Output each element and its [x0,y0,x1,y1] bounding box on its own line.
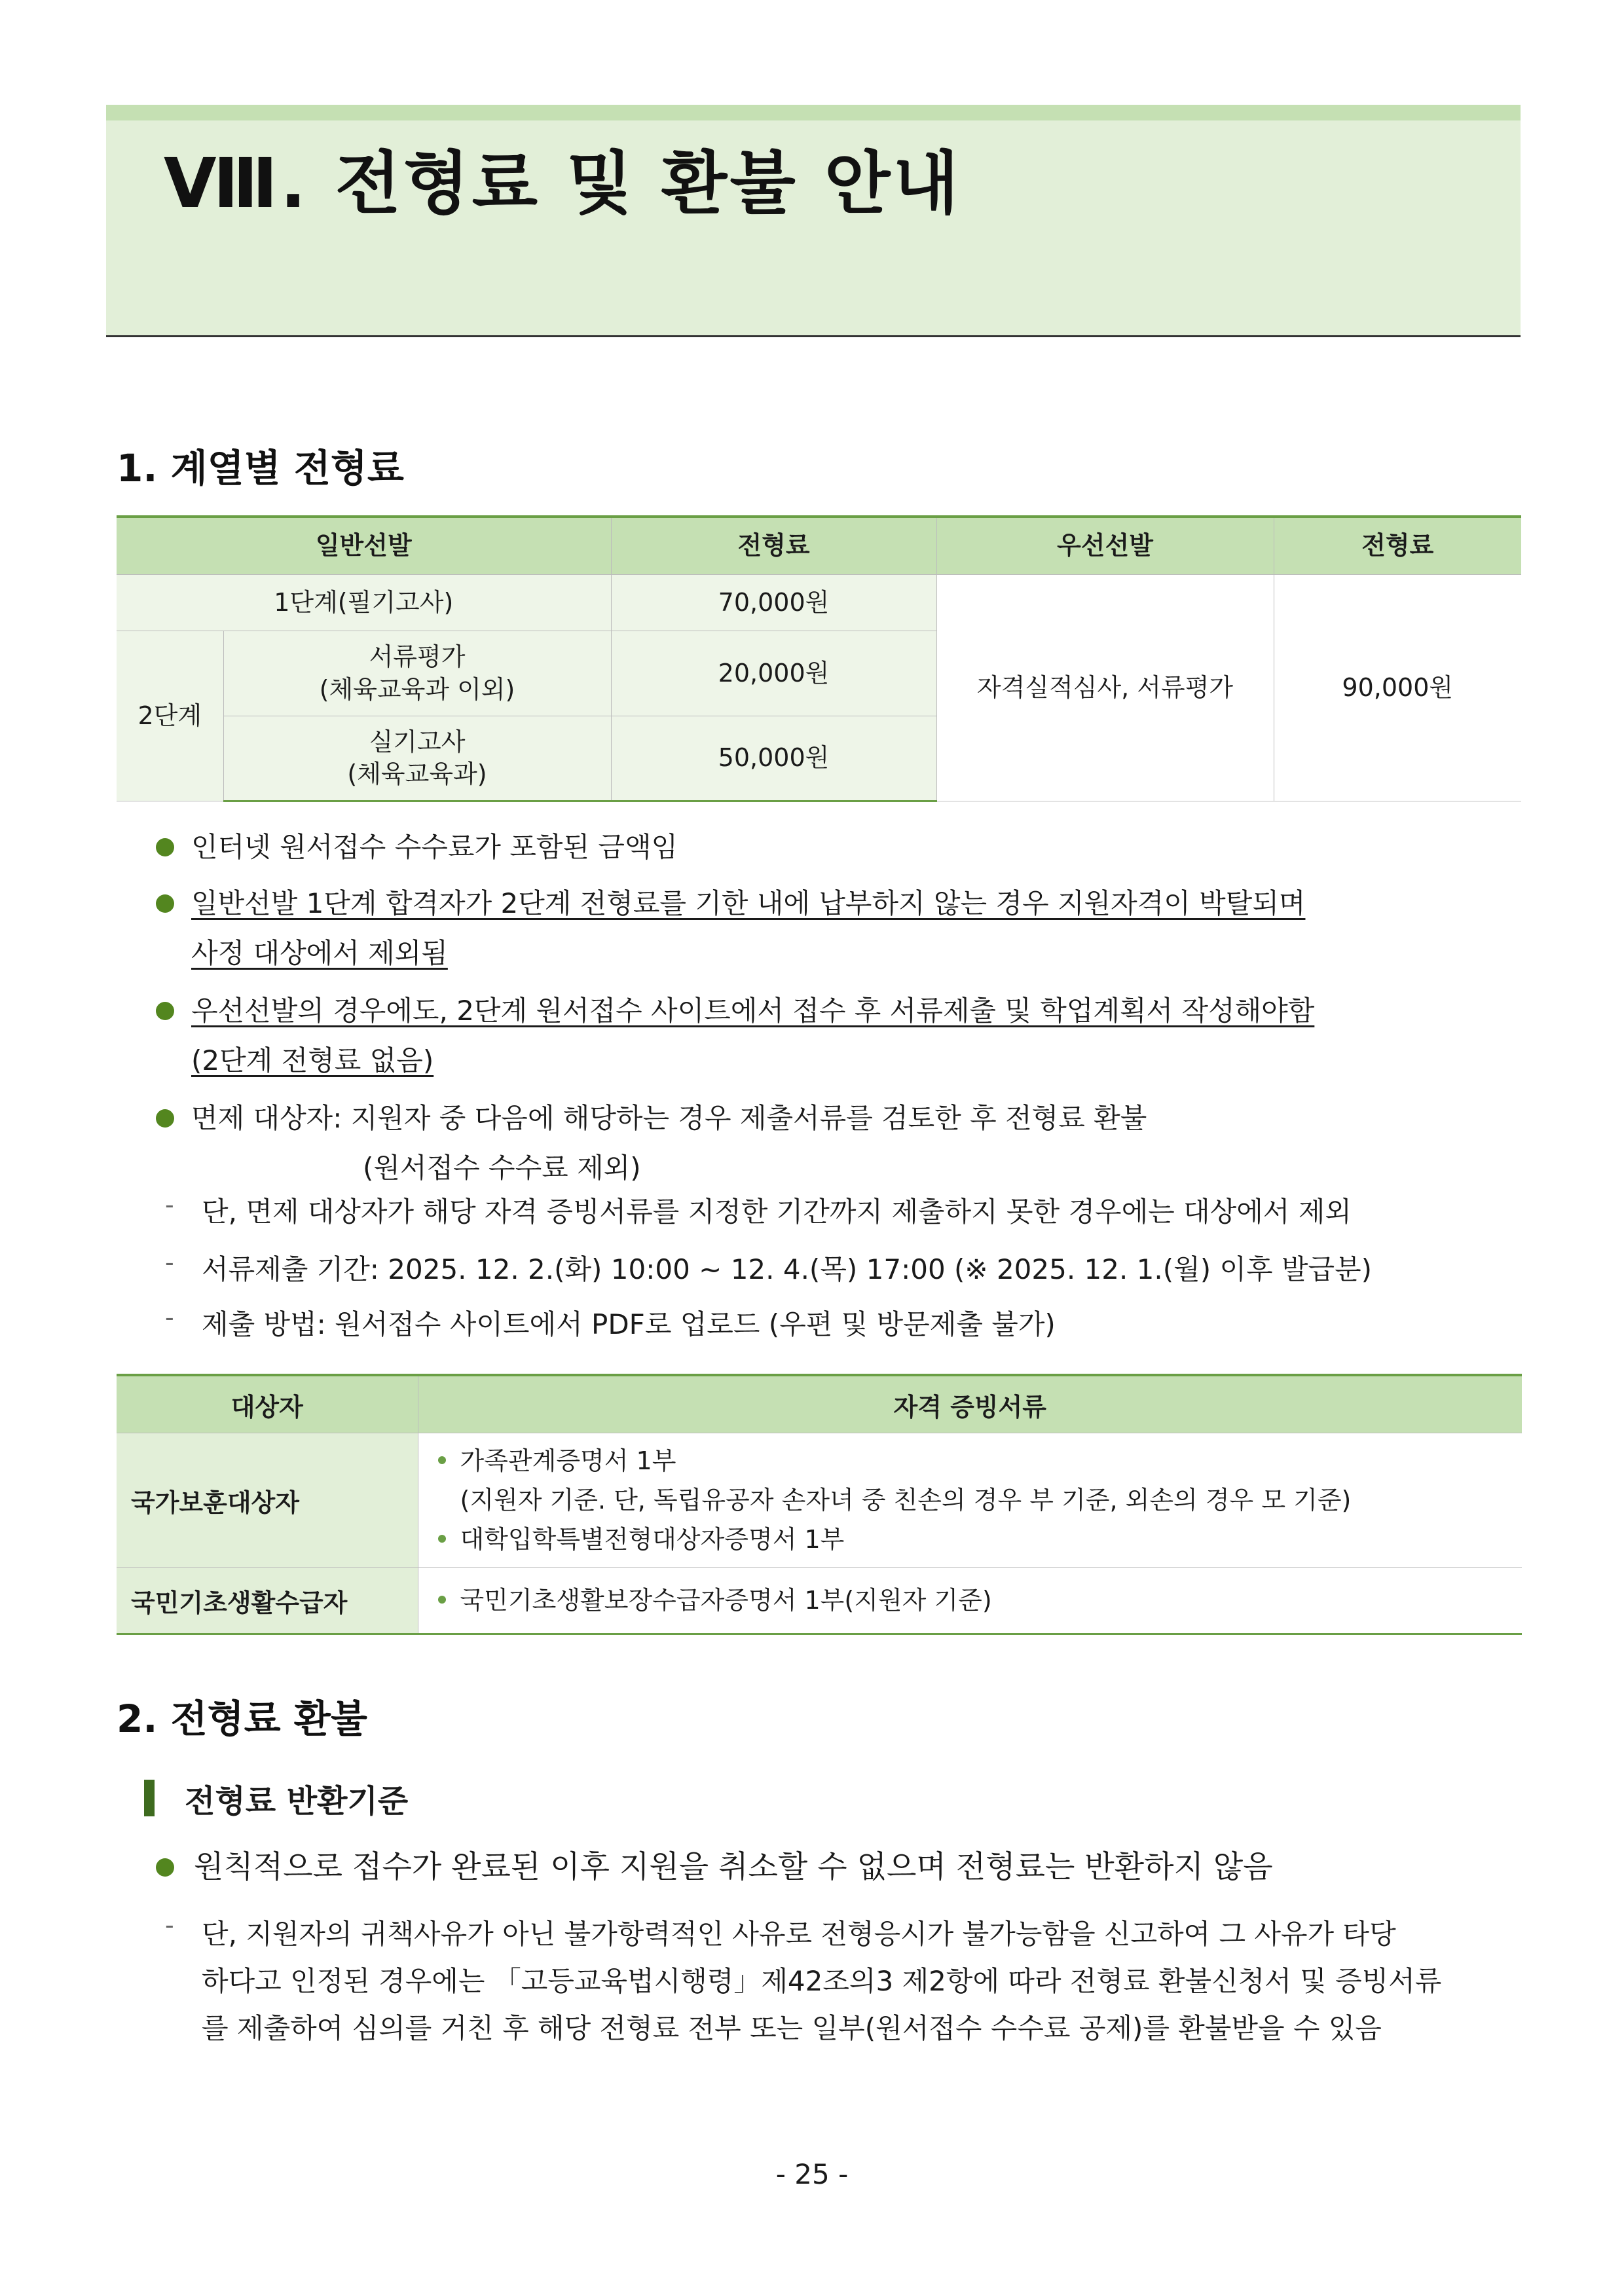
dash-item: 서류제출 기간: 2025. 12. 2.(화) 10:00 ~ 12. 4.(목) 17:00 (※ 2025. 12. 1.(월) 이후 발급분) [202,1253,1373,1285]
bullet-dot [156,1858,174,1877]
doc-review-cell [223,631,611,716]
doc-review-fee: 20,000원 [611,631,936,716]
refund-exception [202,1911,1441,2052]
stage2-label: 2단계 [117,631,223,801]
header-documents: 자격 증빙서류 [418,1375,1522,1433]
subtitle-marker [144,1780,155,1816]
header-general-selection: 일반선발 [117,517,611,575]
refund-exception-line: 단, 지원자의 귀책사유가 아닌 불가항력적인 사유로 전형응시가 불가능함을 신고하여 그 사유가 타당 [202,1918,1396,1950]
dash-mark: - [165,1303,174,1332]
refund-principle: 원칙적으로 접수가 완료된 이후 지원을 취소할 수 없으며 전형료는 반환하지 않음 [194,1849,1273,1885]
bullet-item [191,986,1314,1086]
section-title-fees: 1. 계열별 전형료 [117,446,404,490]
document-item: 국민기초생활보장수급자증명서 1부(지원자 기준) [438,1581,1522,1620]
section-title-refund: 2. 전형료 환불 [117,1697,367,1741]
dash-mark: - [165,1911,174,1939]
header-priority-selection: 우선선발 [936,517,1274,575]
refund-exception-line: 하다고 인정된 경우에는 「고등교육법시행령」제42조의3 제2항에 따라 전형료 환불신청서 및 증빙서류 [202,1965,1442,1997]
chapter-title: Ⅷ. 전형료 및 환불 안내 [164,143,961,223]
documents-basic-livelihood [418,1568,1522,1634]
document-item: 가족관계증명서 1부 [438,1441,1522,1480]
bullet-dot [438,1596,446,1604]
stage1-label: 1단계(필기고사) [117,575,611,631]
bullet-text-cont: (2단계 전형료 없음) [191,1044,434,1076]
practical-line1: 실기고사 [369,727,466,756]
dash-item: 제출 방법: 원서접수 사이트에서 PDF로 업로드 (우편 및 방문제출 불가) [202,1308,1056,1340]
bullet-text: 면제 대상자: 지원자 중 다음에 해당하는 경우 제출서류를 검토한 후 전형료 환불 [191,1102,1147,1134]
priority-fee: 90,000원 [1274,575,1521,801]
header-fee-priority: 전형료 [1274,517,1521,575]
refund-exception-line: 를 제출하여 심의를 거친 후 해당 전형료 전부 또는 일부(원서접수 수수료 공제)를 환불받을 수 있음 [202,2012,1382,2044]
bullet-dot [156,1002,174,1020]
documents-veterans [418,1433,1522,1568]
document-item: 대학입학특별전형대상자증명서 1부 [438,1520,1522,1559]
priority-content: 자격실적심사, 서류평가 [936,575,1274,801]
fee-table [117,515,1521,802]
bullet-item [191,879,1305,978]
bullet-dot [156,838,174,856]
document-note: (지원자 기준. 단, 독립유공자 손자녀 중 친손의 경우 부 기준, 외손의 경우 모 기준) [460,1486,1352,1515]
practical-line2: (체육교육과) [347,760,487,788]
stage1-fee: 70,000원 [611,575,936,631]
doc-review-line2: (체육교육과 이외) [319,674,515,704]
bullet-dot [438,1535,446,1543]
target-veterans: 국가보훈대상자 [117,1433,418,1568]
page-number: - 25 - [775,2158,849,2190]
dash-mark: - [165,1190,174,1219]
bullet-item [191,822,678,872]
practical-cell [223,716,611,801]
header-fee: 전형료 [611,517,936,575]
bullet-dot [156,1109,174,1128]
bullet-text: 우선선발의 경우에도, 2단계 원서접수 사이트에서 접수 후 서류제출 및 학업계획서 작성해야함 [191,995,1315,1027]
bullet-text-cont: 사정 대상에서 제외됨 [191,937,448,969]
bullet-dot [438,1456,446,1464]
bullet-text: 인터넷 원서접수 수수료가 포함된 금액임 [191,831,678,863]
target-basic-livelihood: 국민기초생활수급자 [117,1568,418,1634]
chapter-header-strip [106,105,1521,120]
doc-review-line1: 서류평가 [369,642,466,672]
documents-table [117,1374,1522,1635]
bullet-item [191,1093,1147,1193]
bullet-dot [156,894,174,913]
dash-mark: - [165,1248,174,1277]
header-target: 대상자 [117,1375,418,1433]
bullet-text-cont: (원서접수 수수료 제외) [363,1152,641,1184]
bullet-text: 일반선발 1단계 합격자가 2단계 전형료를 기한 내에 납부하지 않는 경우 지원자격이 박탈되며 [191,887,1306,919]
subtitle-refund-criteria: 전형료 반환기준 [185,1783,409,1820]
dash-item: 단, 면제 대상자가 해당 자격 증빙서류를 지정한 기간까지 제출하지 못한 경우에는 대상에서 제외 [202,1196,1352,1228]
practical-fee: 50,000원 [611,716,936,801]
